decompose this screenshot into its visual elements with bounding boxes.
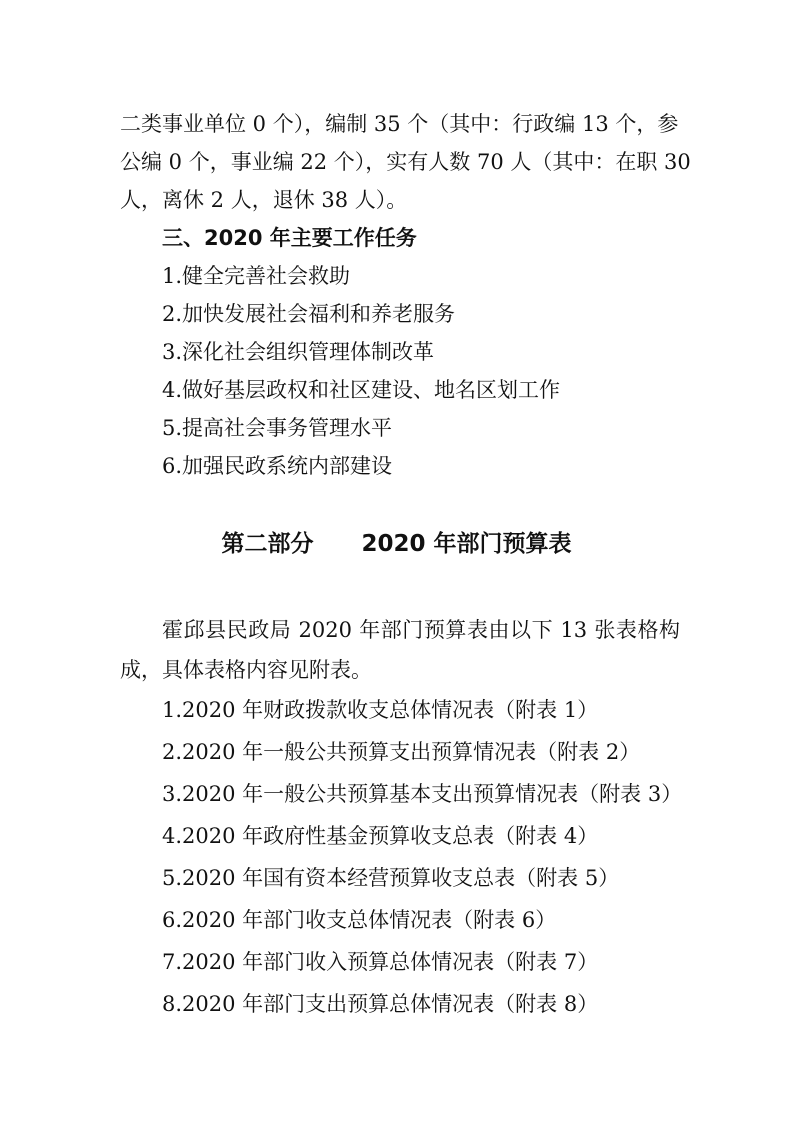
task-item: 2.加快发展社会福利和养老服务	[162, 302, 456, 326]
table-list-item: 3.2020 年一般公共预算基本支出预算情况表（附表 3）	[162, 782, 683, 806]
table-list-item: 1.2020 年财政拨款收支总体情况表（附表 1）	[162, 698, 599, 722]
table-list-item: 5.2020 年国有资本经营预算收支总表（附表 5）	[162, 866, 620, 890]
task-item: 1.健全完善社会救助	[162, 264, 351, 288]
task-item: 6.加强民政系统内部建设	[162, 454, 393, 478]
tasks-heading: 三、2020 年主要工作任务	[162, 226, 417, 250]
table-list-item: 8.2020 年部门支出预算总体情况表（附表 8）	[162, 992, 599, 1016]
staffing-line-1: 二类事业单位 0 个），编制 35 个（其中：行政编 13 个，参	[120, 112, 679, 136]
table-list-item: 2.2020 年一般公共预算支出预算情况表（附表 2）	[162, 740, 641, 764]
table-list-item: 4.2020 年政府性基金预算收支总表（附表 4）	[162, 824, 599, 848]
task-item: 4.做好基层政权和社区建设、地名区划工作	[162, 378, 561, 402]
table-list-item: 7.2020 年部门收入预算总体情况表（附表 7）	[162, 950, 599, 974]
task-item: 3.深化社会组织管理体制改革	[162, 340, 435, 364]
part-two-title: 第二部分 2020 年部门预算表	[221, 531, 572, 557]
intro-paragraph: 霍邱县民政局 2020 年部门预算表由以下 13 张表格构成，具体表格内容见附表。	[120, 618, 680, 682]
table-list-item: 6.2020 年部门收支总体情况表（附表 6）	[162, 908, 557, 932]
task-item: 5.提高社会事务管理水平	[162, 416, 393, 440]
staffing-line-3: 人，离休 2 人，退休 38 人）。	[120, 188, 408, 212]
staffing-line-2: 公编 0 个，事业编 22 个），实有人数 70 人（其中：在职 30	[120, 150, 691, 174]
